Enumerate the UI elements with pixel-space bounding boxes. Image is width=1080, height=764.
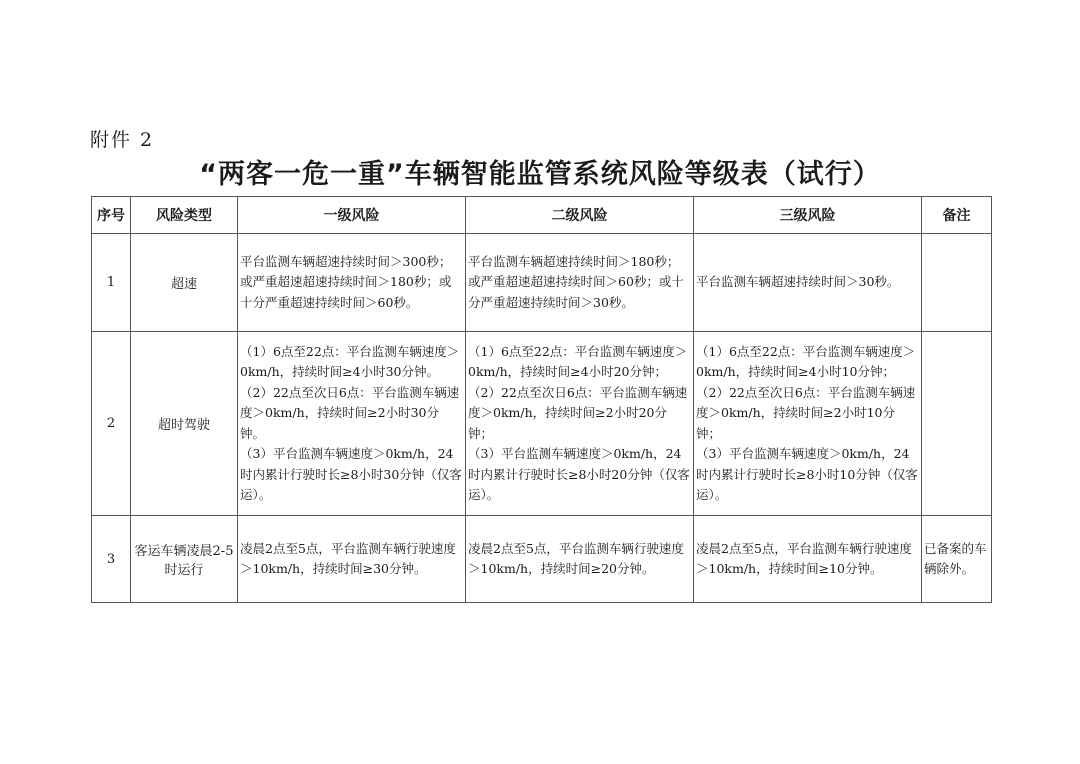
row-level1 — [238, 234, 466, 332]
level1-text: 凌晨2点至5点，平台监测车辆行驶速度＞10km/h，持续时间≥30分钟。 — [240, 540, 456, 576]
level3-item: （3）平台监测车辆速度＞0km/h，24时内累计行驶时长≥8小时10分钟（仅客运）。 — [696, 446, 918, 502]
level2-text: 凌晨2点至5点，平台监测车辆行驶速度＞10km/h，持续时间≥20分钟。 — [468, 540, 684, 576]
row-level2 — [466, 332, 694, 516]
row-note — [922, 234, 992, 332]
row-level3 — [694, 332, 922, 516]
row-risk-type: 超时驾驶 — [131, 332, 238, 516]
header-note: 备注 — [922, 197, 992, 234]
header-level1: 一级风险 — [238, 197, 466, 234]
level3-text: 平台监测车辆超速持续时间＞30秒。 — [696, 274, 900, 290]
level1-item: （3）平台监测车辆速度＞0km/h，24时内累计行驶时长≥8小时30分钟（仅客运）。 — [240, 446, 462, 502]
table-row — [92, 332, 992, 516]
row-note: 已备案的车辆除外。 — [922, 516, 992, 603]
header-level3: 三级风险 — [694, 197, 922, 234]
level3-item: （2）22点至次日6点：平台监测车辆速度＞0km/h，持续时间≥2小时10分钟； — [696, 384, 916, 441]
row-no: 3 — [92, 516, 131, 603]
row-no: 1 — [92, 234, 131, 332]
level3-text: 凌晨2点至5点，平台监测车辆行驶速度＞10km/h，持续时间≥10分钟。 — [696, 540, 912, 576]
level1-item: （2）22点至次日6点：平台监测车辆速度＞0km/h，持续时间≥2小时30分钟。 — [240, 384, 460, 441]
header-no: 序号 — [92, 197, 131, 234]
header-level2: 二级风险 — [466, 197, 694, 234]
level3-item: （1）6点至22点：平台监测车辆速度＞0km/h，持续时间≥4小时10分钟； — [696, 343, 916, 379]
row-level3 — [694, 234, 922, 332]
table-row — [92, 234, 992, 332]
row-level2 — [466, 234, 694, 332]
risk-level-table — [91, 196, 992, 603]
row-risk-type: 超速 — [131, 234, 238, 332]
document-title: “两客一危一重”车辆智能监管系统风险等级表（试行） — [199, 159, 881, 190]
header-risk-type: 风险类型 — [131, 197, 238, 234]
table-header-row — [92, 197, 992, 234]
attachment-label: 附件 2 — [90, 129, 155, 151]
row-note — [922, 332, 992, 516]
row-no: 2 — [92, 332, 131, 516]
level2-text: 平台监测车辆超速持续时间＞180秒；或严重超速超速持续时间＞60秒；或十分严重超速持续时间＞30秒。 — [468, 253, 684, 310]
row-level1 — [238, 332, 466, 516]
row-level2 — [466, 516, 694, 603]
level2-item: （1）6点至22点：平台监测车辆速度＞0km/h，持续时间≥4小时20分钟； — [468, 343, 688, 379]
row-level1 — [238, 516, 466, 603]
level1-item: （1）6点至22点：平台监测车辆速度＞0km/h，持续时间≥4小时30分钟。 — [240, 343, 460, 379]
row-level3 — [694, 516, 922, 603]
level2-item: （2）22点至次日6点：平台监测车辆速度＞0km/h，持续时间≥2小时20分钟； — [468, 384, 688, 441]
level2-item: （3）平台监测车辆速度＞0km/h，24时内累计行驶时长≥8小时20分钟（仅客运）。 — [468, 446, 690, 502]
level1-text: 平台监测车辆超速持续时间＞300秒；或严重超速超速持续时间＞180秒；或十分严重超速持续时间＞60秒。 — [240, 253, 452, 310]
table-row — [92, 516, 992, 603]
row-risk-type: 客运车辆凌晨2-5时运行 — [131, 516, 238, 603]
